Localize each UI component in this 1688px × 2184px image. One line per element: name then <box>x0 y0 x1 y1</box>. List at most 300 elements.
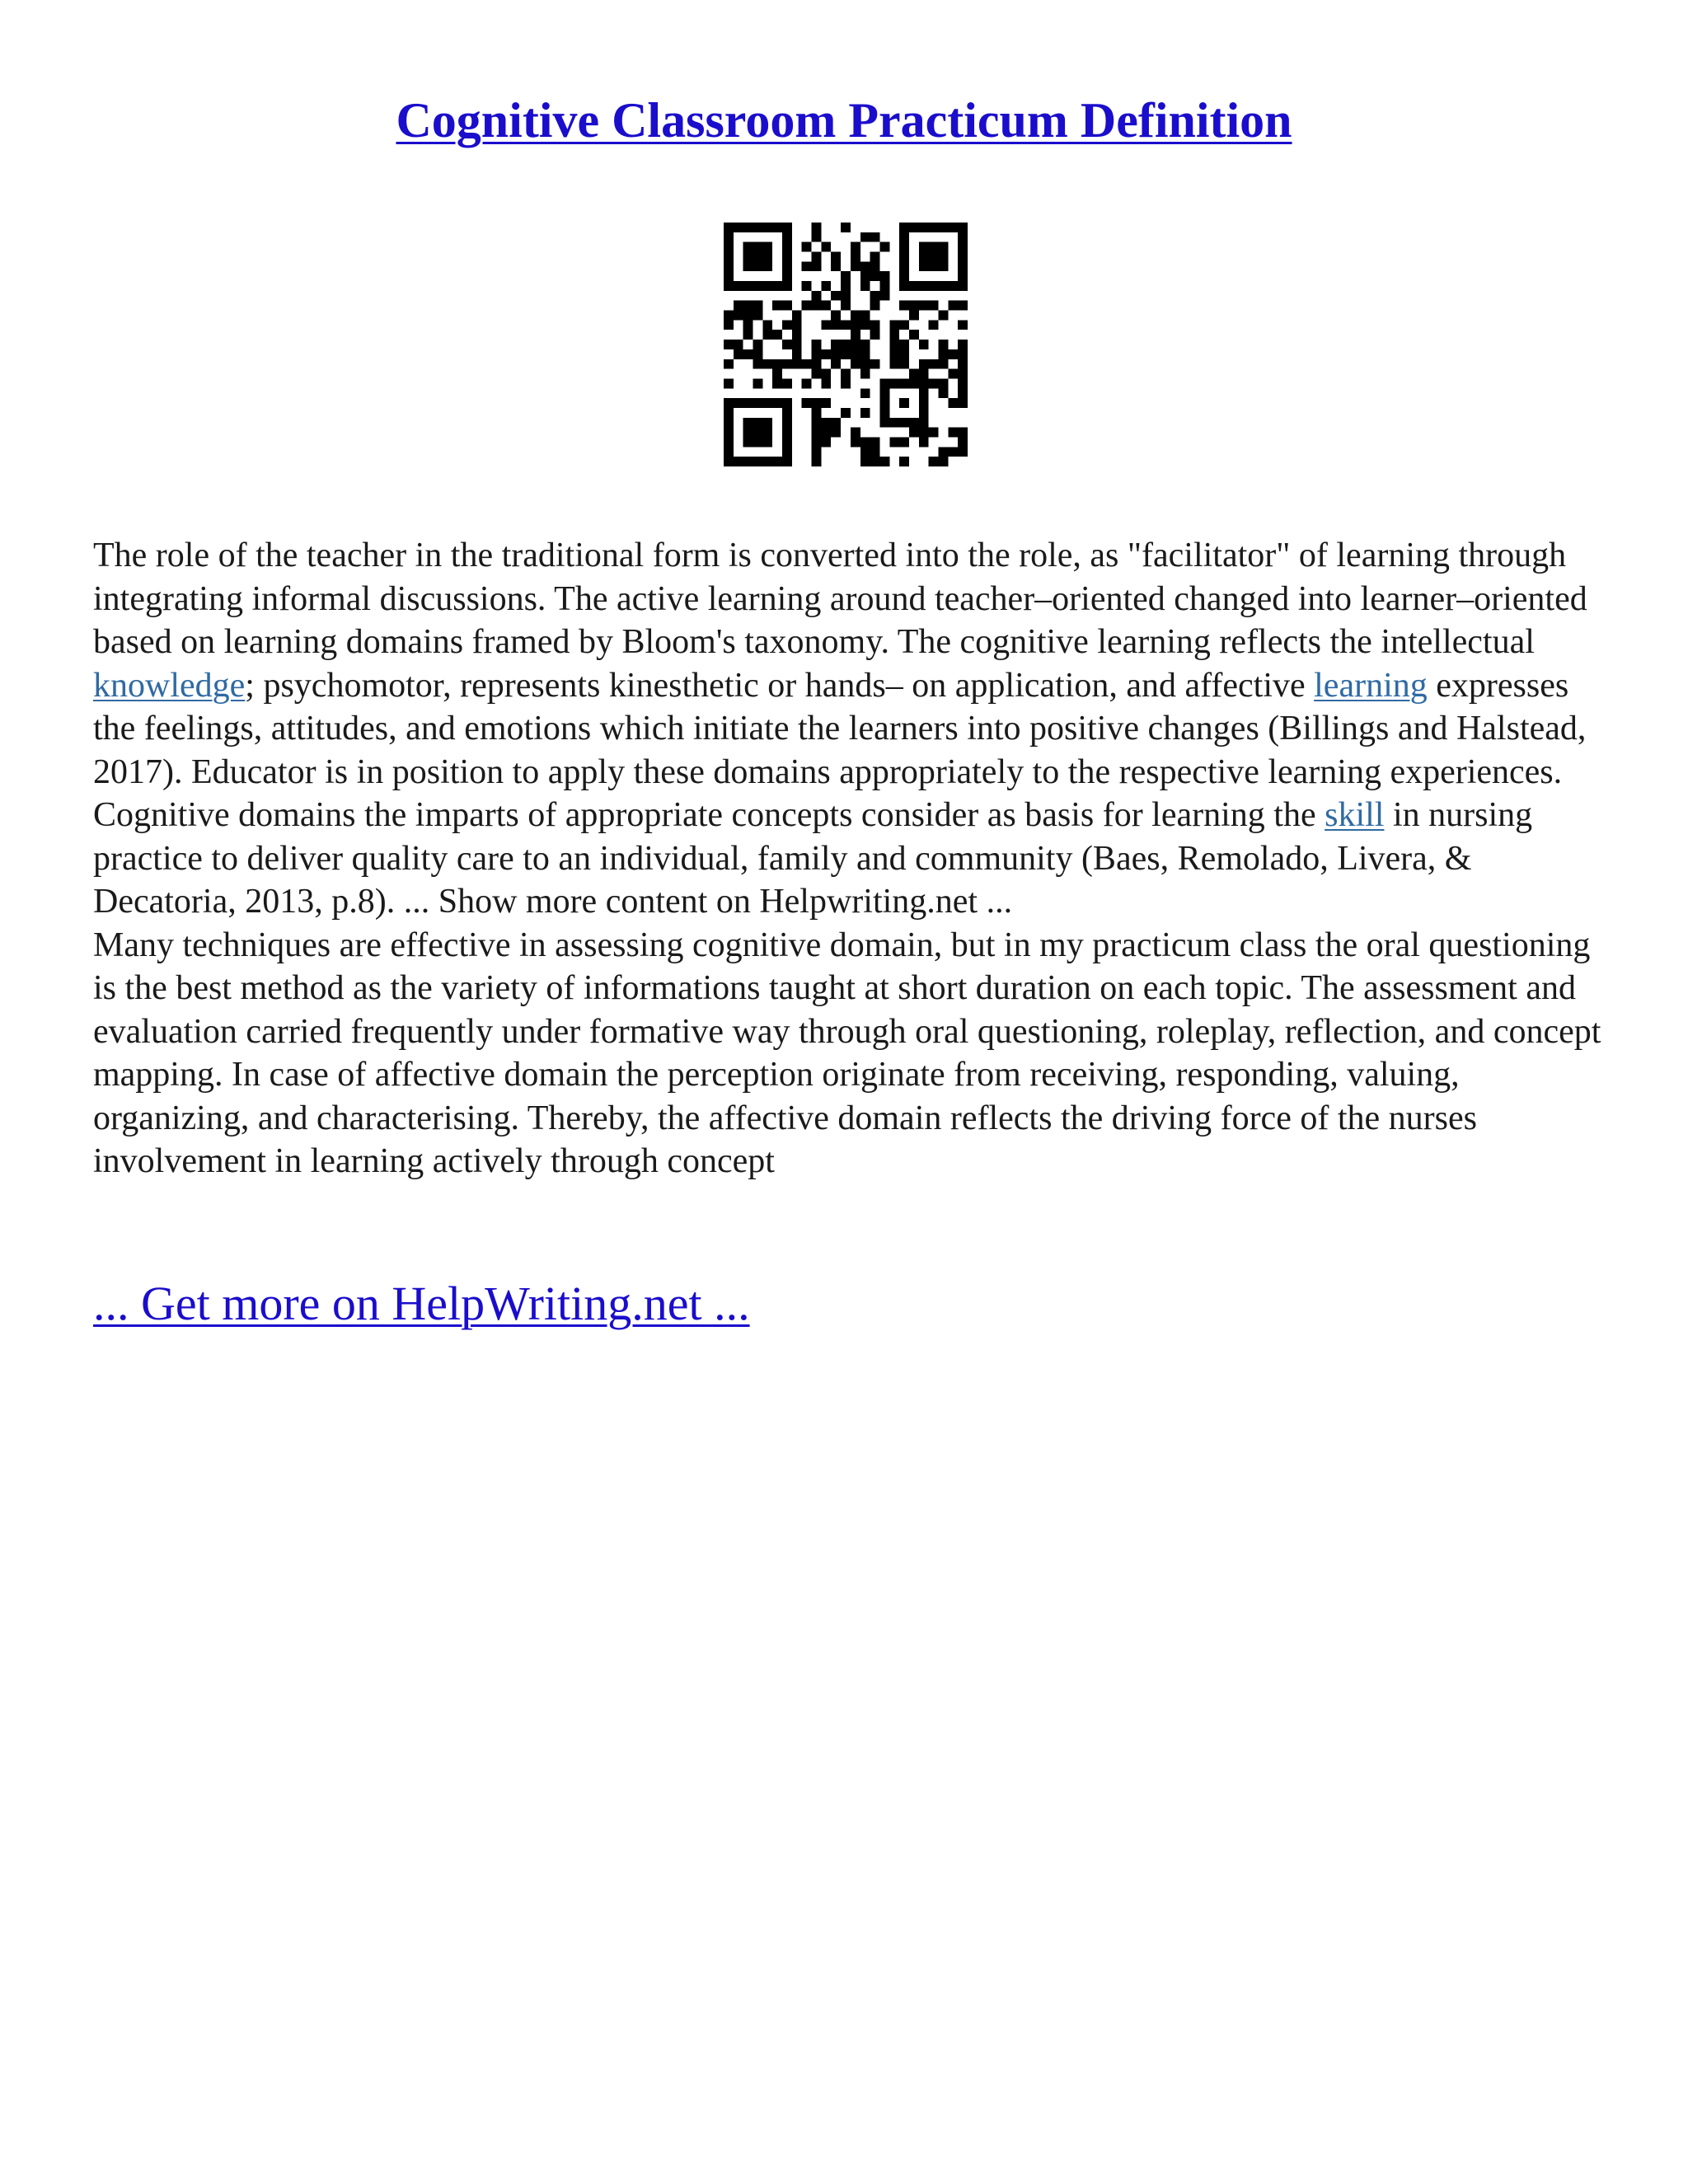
qr-module <box>879 378 889 388</box>
qr-module <box>948 301 958 311</box>
skill-link[interactable]: skill <box>1325 796 1385 834</box>
qr-module <box>860 349 870 359</box>
qr-module <box>782 408 792 418</box>
qr-module <box>841 369 851 379</box>
qr-module <box>851 437 860 447</box>
qr-module <box>919 242 929 252</box>
qr-module <box>958 349 968 359</box>
qr-module <box>782 418 792 428</box>
qr-module <box>860 340 870 349</box>
qr-module <box>899 457 909 466</box>
qr-module <box>772 281 782 291</box>
qr-module <box>724 418 734 428</box>
qr-module <box>958 271 968 281</box>
qr-module <box>841 408 851 418</box>
qr-module <box>870 447 880 457</box>
qr-module <box>958 223 968 232</box>
qr-module <box>899 261 909 271</box>
qr-module <box>831 320 841 330</box>
qr-module <box>753 418 763 428</box>
qr-module <box>899 378 909 388</box>
qr-code-icon <box>724 223 968 466</box>
qr-module <box>724 378 734 388</box>
qr-module <box>734 301 743 311</box>
qr-module <box>724 311 734 321</box>
qr-module <box>821 378 831 388</box>
qr-module <box>772 369 782 379</box>
qr-module <box>792 359 802 369</box>
qr-module <box>841 378 851 388</box>
qr-module <box>734 223 743 232</box>
qr-module <box>812 291 822 301</box>
qr-module <box>782 271 792 281</box>
qr-module <box>743 301 753 311</box>
qr-module <box>919 408 929 418</box>
qr-module <box>782 378 792 388</box>
qr-module <box>841 271 851 281</box>
qr-module <box>724 447 734 457</box>
qr-module <box>860 457 870 466</box>
qr-module <box>909 301 919 311</box>
qr-module <box>812 437 822 447</box>
qr-module <box>772 301 782 311</box>
qr-module <box>958 242 968 252</box>
qr-module <box>831 428 841 438</box>
qr-module <box>743 242 753 252</box>
qr-module <box>929 378 939 388</box>
paragraph-3: Many techniques are effective in assessing cognitive domain, but in my practicum class the oral questioning is the best method as the variety of informations taught at short duration on each topic. The assessment and evaluation carried frequently under formative way through oral questioning, roleplay, reflection, and concept mapping. In case of affective domain the perception originate from receiving, responding, valuing, organizing, and characterising. Thereby, the affective domain reflects the driving force of the nurses involvement in learning actively through concept <box>93 926 1601 1180</box>
qr-module <box>792 330 802 340</box>
qr-module <box>879 408 889 418</box>
qr-module <box>899 223 909 232</box>
qr-module <box>851 349 860 359</box>
qr-module <box>772 457 782 466</box>
qr-module <box>851 359 860 369</box>
qr-module <box>929 457 939 466</box>
qr-module <box>743 437 753 447</box>
qr-module <box>860 271 870 281</box>
paragraph-2 <box>93 794 1601 924</box>
qr-module <box>753 301 763 311</box>
qr-module <box>860 261 870 271</box>
qr-module <box>782 340 792 349</box>
qr-module <box>860 388 870 398</box>
qr-module <box>841 320 851 330</box>
qr-module <box>753 378 763 388</box>
paragraph-1-text-a: The role of the teacher in the traditional form is converted into the role, as "facilitator" of learning through integrating informal discussions. The active learning around teacher–oriented changed into learner–oriented based on learning domains framed by Bloom's taxonomy. The cognitive learning reflects the intellectual <box>93 537 1587 661</box>
qr-module <box>831 291 841 301</box>
qr-module <box>724 359 734 369</box>
qr-module <box>753 261 763 271</box>
qr-module <box>889 437 899 447</box>
qr-module <box>821 320 831 330</box>
qr-module <box>831 349 841 359</box>
paragraph-1-text-c: expresses the feelings, attitudes, and emotions which initiate the learners into positive changes (Billings and Halstead, 2017). Educator is in position to apply these domains appropriately to the respective learning experiences. <box>93 666 1587 791</box>
qr-module <box>870 301 880 311</box>
qr-module <box>958 378 968 388</box>
qr-module <box>821 418 831 428</box>
qr-module <box>782 252 792 262</box>
qr-module <box>958 359 968 369</box>
qr-module <box>724 232 734 242</box>
qr-module <box>938 359 948 369</box>
qr-module <box>860 369 870 379</box>
qr-module <box>841 291 851 301</box>
qr-module <box>812 398 822 408</box>
qr-module <box>919 388 929 398</box>
qr-module <box>724 398 734 408</box>
qr-module <box>870 359 880 369</box>
qr-module <box>929 320 939 330</box>
qr-module <box>812 301 822 311</box>
qr-module <box>958 369 968 379</box>
qr-module <box>899 349 909 359</box>
qr-module <box>743 311 753 321</box>
qr-module <box>753 311 763 321</box>
qr-module <box>753 457 763 466</box>
qr-module <box>734 398 743 408</box>
qr-module <box>889 320 899 330</box>
qr-module <box>812 261 822 271</box>
qr-module <box>841 301 851 311</box>
qr-module <box>899 340 909 349</box>
qr-module <box>851 428 860 438</box>
qr-module <box>724 340 734 349</box>
qr-module <box>831 261 841 271</box>
qr-module <box>879 281 889 291</box>
page-title <box>0 89 1688 152</box>
qr-module <box>802 281 812 291</box>
qr-module <box>958 437 968 447</box>
qr-module <box>919 340 929 349</box>
qr-module <box>958 398 968 408</box>
qr-module <box>812 340 822 349</box>
qr-module <box>899 232 909 242</box>
qr-module <box>782 398 792 408</box>
qr-module <box>958 281 968 291</box>
qr-module <box>782 301 792 311</box>
qr-module <box>919 437 929 447</box>
qr-module <box>724 437 734 447</box>
qr-module <box>762 457 772 466</box>
qr-module <box>724 252 734 262</box>
qr-module <box>802 242 812 252</box>
qr-module <box>772 223 782 232</box>
qr-module <box>879 398 889 408</box>
qr-module <box>879 291 889 301</box>
qr-module <box>929 359 939 369</box>
qr-module <box>899 398 909 408</box>
qr-module <box>938 281 948 291</box>
qr-module <box>879 388 889 398</box>
qr-module <box>899 281 909 291</box>
qr-module <box>792 320 802 330</box>
qr-module <box>772 398 782 408</box>
qr-module <box>724 261 734 271</box>
qr-module <box>743 281 753 291</box>
qr-module <box>899 242 909 252</box>
qr-module <box>753 398 763 408</box>
qr-module <box>831 359 841 369</box>
qr-module <box>743 398 753 408</box>
qr-module <box>772 378 782 388</box>
qr-module <box>899 301 909 311</box>
qr-module <box>782 428 792 438</box>
qr-module <box>899 418 909 428</box>
qr-module <box>889 378 899 388</box>
qr-module <box>743 223 753 232</box>
qr-module <box>841 349 851 359</box>
qr-module <box>772 330 782 340</box>
qr-module <box>821 428 831 438</box>
qr-module <box>909 330 919 340</box>
qr-module <box>851 252 860 262</box>
qr-module <box>782 242 792 252</box>
qr-module <box>821 301 831 311</box>
qr-module <box>958 340 968 349</box>
qr-module <box>812 457 822 466</box>
qr-module <box>870 232 880 242</box>
qr-module <box>762 252 772 262</box>
qr-module <box>812 447 822 457</box>
qr-module <box>899 320 909 330</box>
qr-module <box>724 408 734 418</box>
qr-module <box>929 301 939 311</box>
qr-module <box>753 281 763 291</box>
qr-module <box>929 428 939 438</box>
qr-module <box>948 349 958 359</box>
qr-module <box>762 359 772 369</box>
qr-module <box>743 261 753 271</box>
qr-module <box>870 437 880 447</box>
qr-module <box>734 311 743 321</box>
qr-module <box>812 252 822 262</box>
qr-module <box>879 271 889 281</box>
qr-module <box>724 271 734 281</box>
qr-module <box>812 369 822 379</box>
qr-module <box>743 252 753 262</box>
paragraph-1 <box>93 534 1601 794</box>
qr-module <box>889 340 899 349</box>
title-link[interactable]: Cognitive Classroom Practicum Definition <box>396 93 1292 148</box>
qr-module <box>762 242 772 252</box>
qr-module <box>948 369 958 379</box>
qr-module <box>851 320 860 330</box>
qr-module <box>782 437 792 447</box>
qr-module <box>860 447 870 457</box>
qr-module <box>762 418 772 428</box>
qr-module <box>889 418 899 428</box>
qr-module <box>909 311 919 321</box>
qr-module <box>802 378 812 388</box>
qr-module <box>860 232 870 242</box>
qr-module <box>860 359 870 369</box>
qr-module <box>812 232 822 242</box>
qr-module <box>919 359 929 369</box>
qr-module <box>753 359 763 369</box>
qr-module <box>929 261 939 271</box>
qr-module <box>860 408 870 418</box>
qr-module <box>753 349 763 359</box>
qr-module <box>821 242 831 252</box>
qr-module <box>782 457 792 466</box>
qr-module <box>821 281 831 291</box>
qr-module <box>841 281 851 291</box>
qr-module <box>919 398 929 408</box>
knowledge-link[interactable]: knowledge <box>93 666 246 705</box>
qr-module <box>753 437 763 447</box>
qr-module <box>792 340 802 349</box>
qr-module <box>812 428 822 438</box>
qr-module <box>812 408 822 418</box>
qr-module <box>919 378 929 388</box>
qr-module <box>734 340 743 349</box>
qr-module <box>812 223 822 232</box>
qr-module <box>812 359 822 369</box>
qr-module <box>831 252 841 262</box>
qr-module <box>821 369 831 379</box>
qr-module <box>938 242 948 252</box>
qr-module <box>734 281 743 291</box>
qr-module <box>753 428 763 438</box>
article-body <box>93 534 1601 1183</box>
qr-module <box>792 311 802 321</box>
qr-module <box>879 457 889 466</box>
qr-module <box>889 349 899 359</box>
qr-module <box>938 447 948 457</box>
qr-module <box>851 330 860 340</box>
paragraph-1-text-b: ; psychomotor, represents kinesthetic or hands– on application, and affective <box>245 666 1315 705</box>
qr-module <box>743 330 753 340</box>
qr-module <box>753 223 763 232</box>
qr-module <box>860 311 870 321</box>
qr-module <box>724 457 734 466</box>
qr-module <box>743 320 753 330</box>
qr-module <box>919 418 929 428</box>
qr-module <box>919 369 929 379</box>
get-more-link[interactable]: ... Get more on HelpWriting.net ... <box>93 1277 750 1330</box>
qr-module <box>948 281 958 291</box>
qr-module <box>802 398 812 408</box>
qr-module <box>841 340 851 349</box>
qr-module <box>948 428 958 438</box>
qr-module <box>909 369 919 379</box>
qr-module <box>782 359 792 369</box>
qr-module <box>948 447 958 457</box>
qr-module <box>762 330 772 340</box>
qr-module <box>724 428 734 438</box>
qr-module <box>762 320 772 330</box>
qr-module <box>938 340 948 349</box>
qr-module <box>812 349 822 359</box>
qr-module <box>743 428 753 438</box>
qr-module <box>724 281 734 291</box>
qr-module <box>899 271 909 281</box>
qr-module <box>860 320 870 330</box>
qr-module <box>919 281 929 291</box>
qr-module <box>772 359 782 369</box>
qr-module <box>870 271 880 281</box>
qr-module <box>938 311 948 321</box>
qr-module <box>831 311 841 321</box>
qr-module <box>762 437 772 447</box>
qr-module <box>938 378 948 388</box>
qr-module <box>851 311 860 321</box>
qr-module <box>958 252 968 262</box>
qr-module <box>762 398 772 408</box>
qr-module <box>831 340 841 349</box>
qr-module <box>909 418 919 428</box>
qr-module <box>802 261 812 271</box>
qr-module <box>938 457 948 466</box>
qr-module <box>958 320 968 330</box>
learning-link[interactable]: learning <box>1314 666 1428 705</box>
paragraph-2-text-a: Cognitive domains the imparts of appropriate concepts consider as basis for learning the <box>93 796 1325 834</box>
qr-module <box>782 447 792 457</box>
qr-module <box>919 223 929 232</box>
qr-module <box>938 349 948 359</box>
qr-module <box>948 398 958 408</box>
qr-module <box>753 340 763 349</box>
qr-module <box>938 388 948 398</box>
qr-module <box>821 437 831 447</box>
qr-module <box>909 428 919 438</box>
qr-module <box>909 223 919 232</box>
qr-module <box>762 261 772 271</box>
qr-module <box>831 418 841 428</box>
qr-module <box>870 261 880 271</box>
qr-module <box>743 349 753 359</box>
qr-module <box>851 242 860 252</box>
qr-module <box>821 398 831 408</box>
qr-module <box>851 340 860 349</box>
qr-module <box>734 349 743 359</box>
qr-module <box>899 359 909 369</box>
qr-module <box>753 242 763 252</box>
qr-module <box>909 378 919 388</box>
qr-module <box>870 457 880 466</box>
qr-module <box>782 232 792 242</box>
qr-module <box>724 223 734 232</box>
qr-module <box>870 320 880 330</box>
qr-module <box>734 457 743 466</box>
qr-module <box>958 261 968 271</box>
qr-module <box>870 252 880 262</box>
qr-module <box>762 281 772 291</box>
qr-module <box>812 418 822 428</box>
qr-module <box>762 223 772 232</box>
qr-module <box>899 252 909 262</box>
qr-module <box>958 232 968 242</box>
qr-module <box>929 281 939 291</box>
qr-module <box>821 349 831 359</box>
qr-module <box>919 261 929 271</box>
qr-module <box>919 252 929 262</box>
qr-module <box>753 252 763 262</box>
qr-module <box>889 330 899 340</box>
qr-module <box>958 388 968 398</box>
qr-module <box>938 261 948 271</box>
qr-module <box>860 281 870 291</box>
qr-module <box>743 457 753 466</box>
qr-module <box>860 437 870 447</box>
qr-module <box>899 437 909 447</box>
qr-module <box>929 223 939 232</box>
qr-module <box>929 242 939 252</box>
qr-module <box>948 223 958 232</box>
qr-module <box>802 359 812 369</box>
qr-module <box>929 252 939 262</box>
